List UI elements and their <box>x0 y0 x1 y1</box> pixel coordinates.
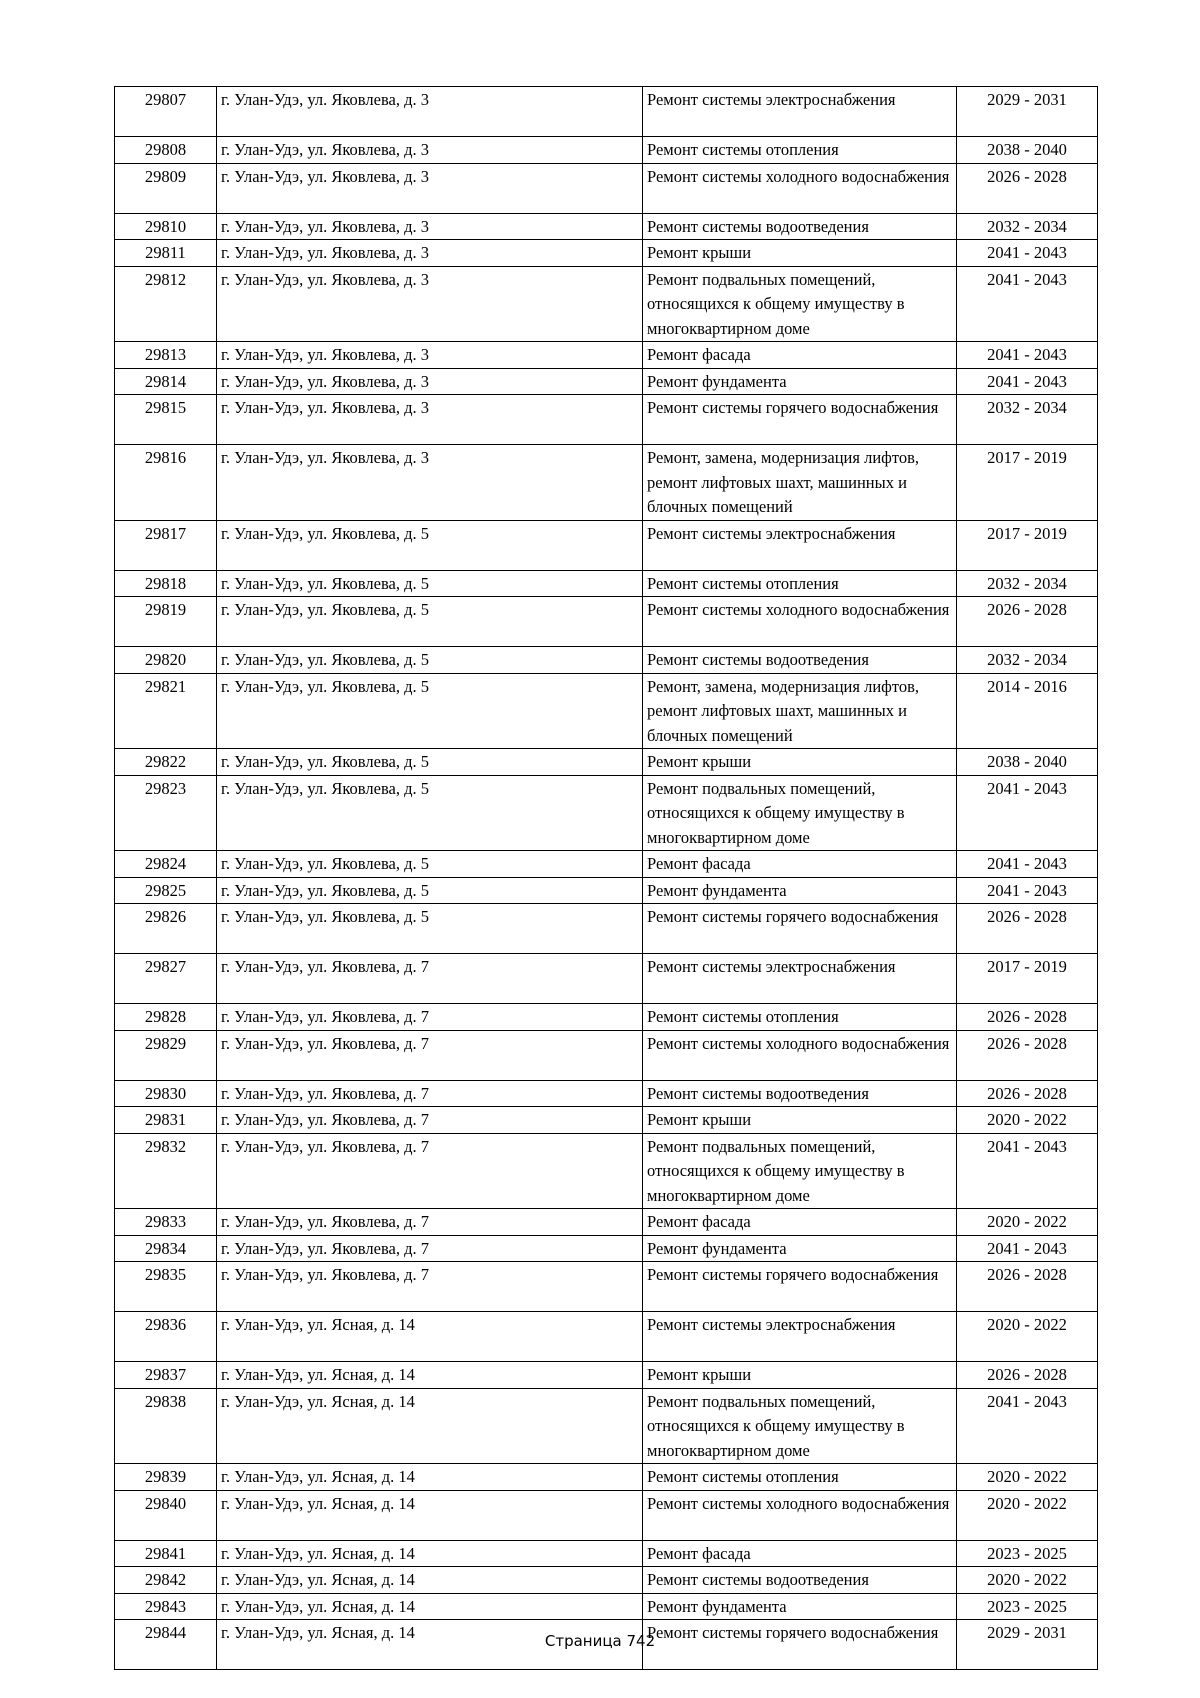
address-cell: г. Улан-Удэ, ул. Яковлева, д. 5 <box>217 520 643 570</box>
address-cell: г. Улан-Удэ, ул. Яковлева, д. 5 <box>217 904 643 954</box>
work-type-cell: Ремонт системы горячего водоснабжения <box>643 904 957 954</box>
work-type-cell: Ремонт фасада <box>643 342 957 369</box>
work-type-cell: Ремонт системы отопления <box>643 137 957 164</box>
address-cell: г. Улан-Удэ, ул. Яковлева, д. 5 <box>217 851 643 878</box>
table-row <box>115 137 1098 164</box>
period-cell: 2026 - 2028 <box>957 163 1098 213</box>
period-cell: 2038 - 2040 <box>957 749 1098 776</box>
address-cell: г. Улан-Удэ, ул. Ясная, д. 14 <box>217 1490 643 1540</box>
work-type-cell: Ремонт крыши <box>643 1362 957 1389</box>
record-id-cell: 29816 <box>115 445 217 521</box>
address-cell: г. Улан-Удэ, ул. Яковлева, д. 3 <box>217 240 643 267</box>
period-cell: 2017 - 2019 <box>957 445 1098 521</box>
work-type-cell: Ремонт системы электроснабжения <box>643 1312 957 1362</box>
work-type-cell: Ремонт системы отопления <box>643 1464 957 1491</box>
work-type-cell: Ремонт фундамента <box>643 1235 957 1262</box>
work-type-cell: Ремонт фасада <box>643 1540 957 1567</box>
period-cell: 2026 - 2028 <box>957 597 1098 647</box>
address-cell: г. Улан-Удэ, ул. Яковлева, д. 3 <box>217 395 643 445</box>
period-cell: 2041 - 2043 <box>957 1388 1098 1464</box>
table-row <box>115 1464 1098 1491</box>
address-cell: г. Улан-Удэ, ул. Ясная, д. 14 <box>217 1312 643 1362</box>
record-id-cell: 29844 <box>115 1620 217 1670</box>
record-id-cell: 29827 <box>115 954 217 1004</box>
record-id-cell: 29823 <box>115 775 217 851</box>
address-cell: г. Улан-Удэ, ул. Яковлева, д. 3 <box>217 213 643 240</box>
table-row <box>115 673 1098 749</box>
address-cell: г. Улан-Удэ, ул. Ясная, д. 14 <box>217 1540 643 1567</box>
record-id-cell: 29832 <box>115 1133 217 1209</box>
work-type-cell: Ремонт системы холодного водоснабжения <box>643 1030 957 1080</box>
schedule-table <box>114 86 1098 1670</box>
address-cell: г. Улан-Удэ, ул. Яковлева, д. 7 <box>217 1004 643 1031</box>
record-id-cell: 29808 <box>115 137 217 164</box>
period-cell: 2029 - 2031 <box>957 1620 1098 1670</box>
address-cell: г. Улан-Удэ, ул. Яковлева, д. 5 <box>217 597 643 647</box>
address-cell: г. Улан-Удэ, ул. Ясная, д. 14 <box>217 1388 643 1464</box>
table-row <box>115 1107 1098 1134</box>
table-row <box>115 1080 1098 1107</box>
record-id-cell: 29810 <box>115 213 217 240</box>
record-id-cell: 29840 <box>115 1490 217 1540</box>
address-cell: г. Улан-Удэ, ул. Ясная, д. 14 <box>217 1464 643 1491</box>
period-cell: 2014 - 2016 <box>957 673 1098 749</box>
address-cell: г. Улан-Удэ, ул. Яковлева, д. 7 <box>217 954 643 1004</box>
table-row <box>115 1540 1098 1567</box>
work-type-cell: Ремонт системы горячего водоснабжения <box>643 395 957 445</box>
table-row <box>115 1209 1098 1236</box>
period-cell: 2041 - 2043 <box>957 240 1098 267</box>
work-type-cell: Ремонт крыши <box>643 1107 957 1134</box>
address-cell: г. Улан-Удэ, ул. Яковлева, д. 7 <box>217 1030 643 1080</box>
table-row <box>115 1388 1098 1464</box>
table-row <box>115 213 1098 240</box>
period-cell: 2041 - 2043 <box>957 1235 1098 1262</box>
record-id-cell: 29825 <box>115 877 217 904</box>
period-cell: 2026 - 2028 <box>957 1080 1098 1107</box>
record-id-cell: 29819 <box>115 597 217 647</box>
address-cell: г. Улан-Удэ, ул. Ясная, д. 14 <box>217 1620 643 1670</box>
address-cell: г. Улан-Удэ, ул. Яковлева, д. 7 <box>217 1235 643 1262</box>
address-cell: г. Улан-Удэ, ул. Яковлева, д. 5 <box>217 775 643 851</box>
work-type-cell: Ремонт системы водоотведения <box>643 1567 957 1594</box>
record-id-cell: 29817 <box>115 520 217 570</box>
address-cell: г. Улан-Удэ, ул. Яковлева, д. 3 <box>217 266 643 342</box>
record-id-cell: 29814 <box>115 368 217 395</box>
address-cell: г. Улан-Удэ, ул. Яковлева, д. 7 <box>217 1107 643 1134</box>
record-id-cell: 29843 <box>115 1593 217 1620</box>
work-type-cell: Ремонт фундамента <box>643 368 957 395</box>
record-id-cell: 29828 <box>115 1004 217 1031</box>
period-cell: 2026 - 2028 <box>957 1030 1098 1080</box>
record-id-cell: 29838 <box>115 1388 217 1464</box>
address-cell: г. Улан-Удэ, ул. Ясная, д. 14 <box>217 1593 643 1620</box>
table-row <box>115 775 1098 851</box>
table-row <box>115 1362 1098 1389</box>
record-id-cell: 29842 <box>115 1567 217 1594</box>
table-row <box>115 1030 1098 1080</box>
work-type-cell: Ремонт фундамента <box>643 1593 957 1620</box>
period-cell: 2020 - 2022 <box>957 1209 1098 1236</box>
address-cell: г. Улан-Удэ, ул. Яковлева, д. 3 <box>217 342 643 369</box>
period-cell: 2020 - 2022 <box>957 1107 1098 1134</box>
work-type-cell: Ремонт системы водоотведения <box>643 213 957 240</box>
period-cell: 2041 - 2043 <box>957 1133 1098 1209</box>
work-type-cell: Ремонт фундамента <box>643 877 957 904</box>
record-id-cell: 29813 <box>115 342 217 369</box>
work-type-cell: Ремонт, замена, модернизация лифтов, ремонт лифтовых шахт, машинных и блочных помещений <box>643 445 957 521</box>
table-row <box>115 1262 1098 1312</box>
period-cell: 2020 - 2022 <box>957 1567 1098 1594</box>
period-cell: 2041 - 2043 <box>957 851 1098 878</box>
record-id-cell: 29812 <box>115 266 217 342</box>
work-type-cell: Ремонт системы электроснабжения <box>643 87 957 137</box>
table-row <box>115 851 1098 878</box>
table-row <box>115 240 1098 267</box>
period-cell: 2023 - 2025 <box>957 1593 1098 1620</box>
work-type-cell: Ремонт системы холодного водоснабжения <box>643 597 957 647</box>
table-row <box>115 395 1098 445</box>
address-cell: г. Улан-Удэ, ул. Яковлева, д. 3 <box>217 87 643 137</box>
table-row <box>115 749 1098 776</box>
record-id-cell: 29833 <box>115 1209 217 1236</box>
record-id-cell: 29815 <box>115 395 217 445</box>
table-row <box>115 597 1098 647</box>
work-type-cell: Ремонт системы водоотведения <box>643 1080 957 1107</box>
record-id-cell: 29822 <box>115 749 217 776</box>
table-row <box>115 1004 1098 1031</box>
table-row <box>115 1133 1098 1209</box>
period-cell: 2041 - 2043 <box>957 877 1098 904</box>
work-type-cell: Ремонт системы отопления <box>643 1004 957 1031</box>
table-row <box>115 877 1098 904</box>
period-cell: 2032 - 2034 <box>957 395 1098 445</box>
address-cell: г. Улан-Удэ, ул. Яковлева, д. 5 <box>217 570 643 597</box>
address-cell: г. Улан-Удэ, ул. Яковлева, д. 3 <box>217 445 643 521</box>
table-row <box>115 368 1098 395</box>
work-type-cell: Ремонт системы отопления <box>643 570 957 597</box>
work-type-cell: Ремонт системы холодного водоснабжения <box>643 163 957 213</box>
table-row <box>115 163 1098 213</box>
table-row <box>115 1312 1098 1362</box>
record-id-cell: 29818 <box>115 570 217 597</box>
period-cell: 2020 - 2022 <box>957 1490 1098 1540</box>
table-row <box>115 342 1098 369</box>
period-cell: 2029 - 2031 <box>957 87 1098 137</box>
work-type-cell: Ремонт фасада <box>643 1209 957 1236</box>
table-row <box>115 1235 1098 1262</box>
work-type-cell: Ремонт системы горячего водоснабжения <box>643 1262 957 1312</box>
period-cell: 2038 - 2040 <box>957 137 1098 164</box>
table-row <box>115 445 1098 521</box>
record-id-cell: 29835 <box>115 1262 217 1312</box>
address-cell: г. Улан-Удэ, ул. Ясная, д. 14 <box>217 1362 643 1389</box>
record-id-cell: 29837 <box>115 1362 217 1389</box>
work-type-cell: Ремонт подвальных помещений, относящихся к общему имуществу в многоквартирном доме <box>643 1133 957 1209</box>
work-type-cell: Ремонт, замена, модернизация лифтов, ремонт лифтовых шахт, машинных и блочных помещений <box>643 673 957 749</box>
record-id-cell: 29830 <box>115 1080 217 1107</box>
work-type-cell: Ремонт системы электроснабжения <box>643 520 957 570</box>
address-cell: г. Улан-Удэ, ул. Яковлева, д. 5 <box>217 749 643 776</box>
record-id-cell: 29824 <box>115 851 217 878</box>
work-type-cell: Ремонт системы горячего водоснабжения <box>643 1620 957 1670</box>
record-id-cell: 29839 <box>115 1464 217 1491</box>
address-cell: г. Улан-Удэ, ул. Яковлева, д. 3 <box>217 137 643 164</box>
table-row <box>115 520 1098 570</box>
period-cell: 2041 - 2043 <box>957 266 1098 342</box>
work-type-cell: Ремонт системы водоотведения <box>643 647 957 674</box>
table-row <box>115 570 1098 597</box>
period-cell: 2020 - 2022 <box>957 1464 1098 1491</box>
address-cell: г. Улан-Удэ, ул. Ясная, д. 14 <box>217 1567 643 1594</box>
table-row <box>115 87 1098 137</box>
address-cell: г. Улан-Удэ, ул. Яковлева, д. 3 <box>217 163 643 213</box>
address-cell: г. Улан-Удэ, ул. Яковлева, д. 7 <box>217 1262 643 1312</box>
record-id-cell: 29831 <box>115 1107 217 1134</box>
work-type-cell: Ремонт подвальных помещений, относящихся к общему имуществу в многоквартирном доме <box>643 775 957 851</box>
address-cell: г. Улан-Удэ, ул. Яковлева, д. 5 <box>217 673 643 749</box>
table-row <box>115 1567 1098 1594</box>
page-number: Страница 742 <box>544 1632 656 1650</box>
schedule-table-body <box>115 87 1098 1670</box>
period-cell: 2023 - 2025 <box>957 1540 1098 1567</box>
period-cell: 2026 - 2028 <box>957 1004 1098 1031</box>
record-id-cell: 29836 <box>115 1312 217 1362</box>
period-cell: 2017 - 2019 <box>957 520 1098 570</box>
period-cell: 2032 - 2034 <box>957 213 1098 240</box>
address-cell: г. Улан-Удэ, ул. Яковлева, д. 7 <box>217 1133 643 1209</box>
work-type-cell: Ремонт крыши <box>643 749 957 776</box>
record-id-cell: 29829 <box>115 1030 217 1080</box>
work-type-cell: Ремонт системы электроснабжения <box>643 954 957 1004</box>
table-row <box>115 266 1098 342</box>
period-cell: 2026 - 2028 <box>957 1262 1098 1312</box>
work-type-cell: Ремонт системы холодного водоснабжения <box>643 1490 957 1540</box>
table-row <box>115 1490 1098 1540</box>
record-id-cell: 29820 <box>115 647 217 674</box>
record-id-cell: 29811 <box>115 240 217 267</box>
address-cell: г. Улан-Удэ, ул. Яковлева, д. 7 <box>217 1080 643 1107</box>
period-cell: 2041 - 2043 <box>957 775 1098 851</box>
table-row <box>115 954 1098 1004</box>
work-type-cell: Ремонт подвальных помещений, относящихся к общему имуществу в многоквартирном доме <box>643 266 957 342</box>
address-cell: г. Улан-Удэ, ул. Яковлева, д. 7 <box>217 1209 643 1236</box>
record-id-cell: 29809 <box>115 163 217 213</box>
address-cell: г. Улан-Удэ, ул. Яковлева, д. 3 <box>217 368 643 395</box>
record-id-cell: 29826 <box>115 904 217 954</box>
address-cell: г. Улан-Удэ, ул. Яковлева, д. 5 <box>217 877 643 904</box>
address-cell: г. Улан-Удэ, ул. Яковлева, д. 5 <box>217 647 643 674</box>
period-cell: 2041 - 2043 <box>957 368 1098 395</box>
record-id-cell: 29841 <box>115 1540 217 1567</box>
period-cell: 2026 - 2028 <box>957 904 1098 954</box>
period-cell: 2020 - 2022 <box>957 1312 1098 1362</box>
table-row <box>115 1593 1098 1620</box>
work-type-cell: Ремонт подвальных помещений, относящихся к общему имуществу в многоквартирном доме <box>643 1388 957 1464</box>
record-id-cell: 29807 <box>115 87 217 137</box>
record-id-cell: 29834 <box>115 1235 217 1262</box>
record-id-cell: 29821 <box>115 673 217 749</box>
work-type-cell: Ремонт крыши <box>643 240 957 267</box>
period-cell: 2041 - 2043 <box>957 342 1098 369</box>
period-cell: 2032 - 2034 <box>957 570 1098 597</box>
table-row <box>115 904 1098 954</box>
table-row <box>115 647 1098 674</box>
period-cell: 2017 - 2019 <box>957 954 1098 1004</box>
period-cell: 2032 - 2034 <box>957 647 1098 674</box>
period-cell: 2026 - 2028 <box>957 1362 1098 1389</box>
work-type-cell: Ремонт фасада <box>643 851 957 878</box>
